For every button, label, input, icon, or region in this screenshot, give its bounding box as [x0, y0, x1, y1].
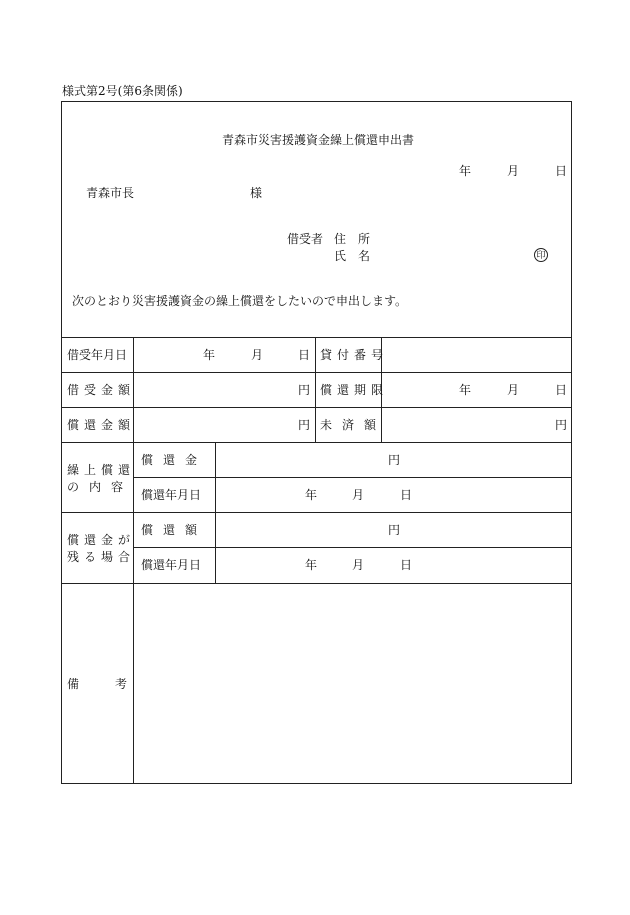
- deadline-day: 日: [555, 383, 568, 397]
- form-label: 様式第2号(第6条関係): [62, 84, 183, 98]
- rule-8: [61, 583, 572, 584]
- early-repay-label-1: 繰上償還: [67, 463, 136, 477]
- rule-2: [61, 372, 572, 373]
- seal-mark: 印: [534, 248, 548, 262]
- repaid-amount-yen: 円: [298, 418, 311, 432]
- vrule-mid: [315, 337, 316, 442]
- remarks-label-1: 備: [67, 677, 80, 691]
- form-title: 青森市災害援護資金繰上償還申出書: [222, 133, 415, 147]
- rule-6: [61, 512, 572, 513]
- repay-date-day: 日: [400, 488, 413, 502]
- remaining-date-year: 年: [305, 558, 318, 572]
- address-label: 住 所: [334, 232, 371, 246]
- repay-deadline-label: 償還期限: [320, 383, 389, 397]
- deadline-month: 月: [507, 383, 520, 397]
- early-repay-label-2: の内容: [67, 480, 134, 494]
- loan-amount-label: 借受金額: [67, 383, 136, 397]
- loan-date-day: 日: [298, 348, 311, 362]
- rule-5: [133, 477, 572, 478]
- repay-date-label: 償還年月日: [141, 488, 202, 502]
- rule-7: [133, 547, 572, 548]
- date-day: 日: [555, 164, 568, 178]
- repay-money-label: 償還金: [141, 453, 208, 467]
- borrower-label: 借受者: [287, 232, 324, 246]
- loan-number-label: 貸付番号: [320, 348, 389, 362]
- remaining-date-label: 償還年月日: [141, 558, 202, 572]
- rule-4: [61, 442, 572, 443]
- loan-amount-yen: 円: [298, 383, 311, 397]
- repaid-amount-label: 償還金額: [67, 418, 136, 432]
- vrule-sub-col: [215, 442, 216, 583]
- date-month: 月: [507, 164, 520, 178]
- date-year: 年: [459, 164, 472, 178]
- repay-date-month: 月: [352, 488, 365, 502]
- name-label: 氏 名: [334, 249, 371, 263]
- remarks-label-2: 考: [115, 677, 128, 691]
- deadline-year: 年: [459, 383, 472, 397]
- loan-date-label: 借受年月日: [67, 348, 128, 362]
- unpaid-yen: 円: [555, 418, 568, 432]
- remaining-label-2: 残る場合: [67, 550, 136, 564]
- rule-3: [61, 407, 572, 408]
- rule-1: [61, 337, 572, 338]
- repay-amount-yen: 円: [388, 523, 401, 537]
- loan-date-year: 年: [203, 348, 216, 362]
- statement-text: 次のとおり災害援護資金の繰上償還をしたいので申出します。: [72, 294, 408, 308]
- repay-date-year: 年: [305, 488, 318, 502]
- loan-date-month: 月: [251, 348, 264, 362]
- repay-amount-label: 償還額: [141, 523, 208, 537]
- addressee-name: 青森市長: [86, 186, 135, 200]
- unpaid-label: 未済額: [320, 418, 387, 432]
- remaining-date-month: 月: [352, 558, 365, 572]
- addressee-honorific: 様: [250, 186, 263, 200]
- remaining-date-day: 日: [400, 558, 413, 572]
- repay-money-yen: 円: [388, 453, 401, 467]
- remaining-label-1: 償還金が: [67, 533, 136, 547]
